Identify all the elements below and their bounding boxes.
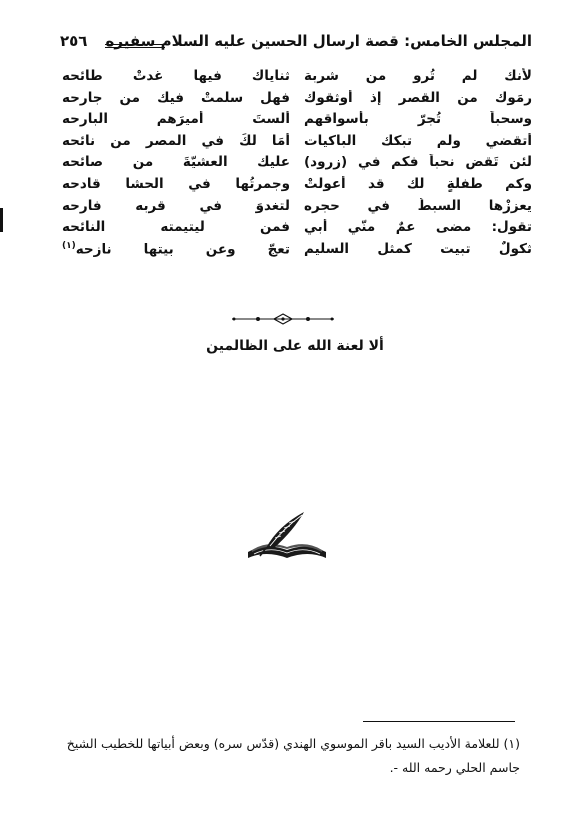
verse-first-hemistich: ثكولٌ تبيت كمثل السليم xyxy=(304,240,532,257)
verse-first-hemistich: تقول: مضى عمٌ منّي أبي xyxy=(304,219,532,236)
chapter-title: المجلس الخامس: قصة ارسال الحسين عليه السلام سفيره xyxy=(105,32,532,50)
page-header xyxy=(60,30,532,56)
poem-verse xyxy=(62,90,532,112)
verse-first-hemistich: لأنك لم تُرو من شربة xyxy=(304,68,532,84)
quill-book-emblem-icon xyxy=(244,508,330,566)
footnote-marker: (١) xyxy=(503,736,520,751)
verse-first-hemistich: لئن تَقض نحباً فكم في (زرود) xyxy=(304,154,532,171)
verse-second-hemistich: فمن ليتيمته النائحه xyxy=(62,219,290,236)
footnote-text: للعلامة الأديب السيد باقر الموسوي الهندي (قدّس سره) وبعض أبياتها للخطيب الشيخ جاسم الحلي رحمه الله -. xyxy=(66,736,520,775)
poem-verse xyxy=(62,198,532,220)
poem-verse xyxy=(62,219,532,241)
verse-first-hemistich: وكم طفلةٍ لك قد أعولتْ xyxy=(304,175,532,192)
poem-verse xyxy=(62,176,532,198)
footnote-reference[interactable]: (١) xyxy=(62,240,76,251)
verse-first-hemistich: رمَوك من القصر إذ أوثقوك xyxy=(304,89,532,106)
verse-second-hemistich: وجمرتُها في الحشا قادحه xyxy=(62,175,290,192)
verse-second-hemistich: ألستَ أميرَهم البارحه xyxy=(62,111,290,128)
verse-first-hemistich: أتقضي ولم تبكك الباكيات xyxy=(304,132,532,149)
verse-second-hemistich: فهل سلمتْ فيك من جارحه xyxy=(62,89,290,106)
header-rule xyxy=(105,44,165,48)
verse-first-hemistich: يعززْها السبطُ في حجره xyxy=(304,197,532,214)
verse-second-hemistich xyxy=(62,241,290,258)
poem-verse xyxy=(62,154,532,176)
poem-verse xyxy=(62,133,532,155)
poem-verse xyxy=(62,68,532,90)
verse-second-hemistich: ثناياك فيها غدتْ طائحه xyxy=(62,68,290,84)
verse-second-hemistich: عليك العشيّةَ من صائحه xyxy=(62,154,290,171)
footnote xyxy=(60,732,520,780)
footnote-rule xyxy=(363,721,515,722)
ornament-divider xyxy=(228,313,338,325)
verse-first-hemistich: وسحباً تُجرّ بأسواقهم xyxy=(304,111,532,128)
poem xyxy=(62,68,532,262)
verse-second-hemistich: أمَا لكَ في المصر من نائحه xyxy=(62,132,290,149)
poem-verse xyxy=(62,111,532,133)
page-number: ٢٥٦ xyxy=(60,32,88,50)
verse-text: تعجّ وعن بيتها نازحه xyxy=(75,241,290,258)
poem-verse xyxy=(62,241,532,263)
margin-mark xyxy=(0,208,3,232)
closing-invocation: ألا لعنة الله على الظالمين xyxy=(206,338,384,354)
verse-second-hemistich: لتغدوَ في قربه فارحه xyxy=(62,197,290,214)
